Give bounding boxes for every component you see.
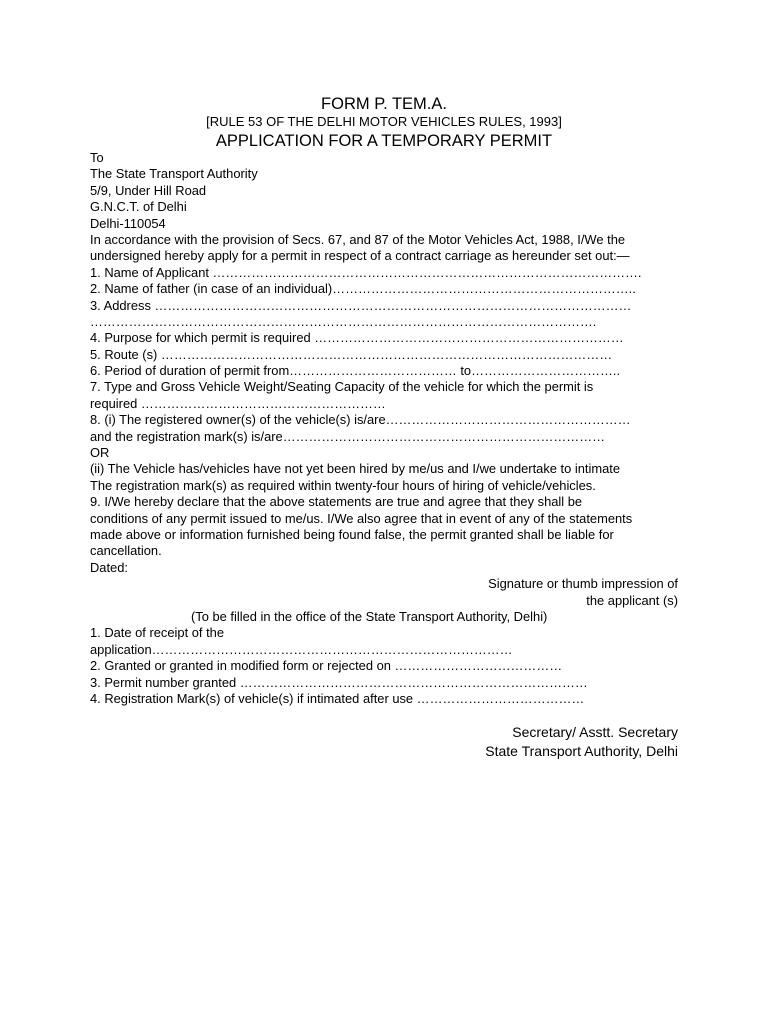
field-duration: 6. Period of duration of permit from………………………………… to…………………………….. xyxy=(90,363,621,379)
applicant-signature-line-2: the applicant (s) xyxy=(586,592,678,608)
authority-signature-block xyxy=(90,723,678,761)
addressee-city: Delhi-110054 xyxy=(90,215,166,231)
field-purpose: 4. Purpose for which permit is required ……………………………………………………………… xyxy=(90,330,624,346)
office-use-note: (To be filled in the office of the State Transport Authority, Delhi) xyxy=(191,608,548,624)
or-separator: OR xyxy=(90,445,110,461)
field-route: 5. Route (s) …………………………………………………………………………………………… xyxy=(90,346,613,362)
authority-signature-office: State Transport Authority, Delhi xyxy=(485,743,678,759)
field-applicant-name: 1. Name of Applicant ………………………………………………………………………………………. xyxy=(90,264,642,280)
declaration-line-2: conditions of any permit issued to me/us. I/We also agree that in event of any of the statements xyxy=(90,510,633,526)
form-body xyxy=(90,150,690,707)
field-registration-marks: and the registration mark(s) is/are………………………………………………………………… xyxy=(90,428,605,444)
dated-label: Dated: xyxy=(90,559,128,575)
addressee-to: To xyxy=(90,150,104,165)
field-vehicle-type-continued: required ………………………………………………… xyxy=(90,395,386,411)
intro-text-line-1: In accordance with the provision of Secs. 67, and 87 of the Motor Vehicles Act, 1988, I/We the xyxy=(90,231,626,247)
office-receipt-date: 1. Date of receipt of the xyxy=(90,625,224,641)
declaration-line-1: 9. I/We hereby declare that the above statements are true and agree that they shall be xyxy=(90,494,583,510)
addressee-region: G.N.C.T. of Delhi xyxy=(90,199,187,215)
field-father-name: 2. Name of father (in case of an individual)…………………………………………………………….. xyxy=(90,281,636,297)
addressee-name: The State Transport Authority xyxy=(90,166,258,182)
document-subtitle: APPLICATION FOR A TEMPORARY PERMIT xyxy=(215,132,553,150)
addressee-street: 5/9, Under Hill Road xyxy=(90,182,207,198)
office-registration-marks: 4. Registration Mark(s) of vehicle(s) if intimated after use ………………………………… xyxy=(90,690,585,706)
declaration-line-3: made above or information furnished being found false, the permit granted shall be liable for xyxy=(90,526,614,542)
office-grant-status: 2. Granted or granted in modified form or rejected on ………………………………… xyxy=(90,658,563,674)
office-permit-number: 3. Permit number granted ……………………………………………………………………… xyxy=(90,674,588,690)
authority-signature-title: Secretary/ Asstt. Secretary xyxy=(512,724,678,740)
field-vehicle-type: 7. Type and Gross Vehicle Weight/Seating Capacity of the vehicle for which the permit is xyxy=(90,379,594,395)
form-title: FORM P. TEM.A. xyxy=(321,95,447,113)
clause-not-hired-line-2: The registration mark(s) as required within twenty-four hours of hiring of vehicle/vehicles. xyxy=(90,477,596,493)
declaration-line-4: cancellation. xyxy=(90,543,162,559)
clause-not-hired-line-1: (ii) The Vehicle has/vehicles have not yet been hired by me/us and I/we undertake to intimate xyxy=(90,461,621,477)
applicant-signature-line-1: Signature or thumb impression of xyxy=(488,576,678,592)
field-address: 3. Address ………………………………………………………………………………………………… xyxy=(90,297,632,313)
intro-text-line-2: undersigned hereby apply for a permit in respect of a contract carriage as hereunder set out:— xyxy=(90,248,630,264)
field-registered-owner: 8. (i) The registered owner(s) of the vehicle(s) is/are………………………………………………… xyxy=(90,412,631,428)
rule-reference: [RULE 53 OF THE DELHI MOTOR VEHICLES RULES, 1993] xyxy=(206,114,562,129)
office-receipt-date-continued: application………………………………………………………………………… xyxy=(90,641,513,657)
field-address-continued: ………………………………………………………………………………………………………. xyxy=(90,313,597,329)
